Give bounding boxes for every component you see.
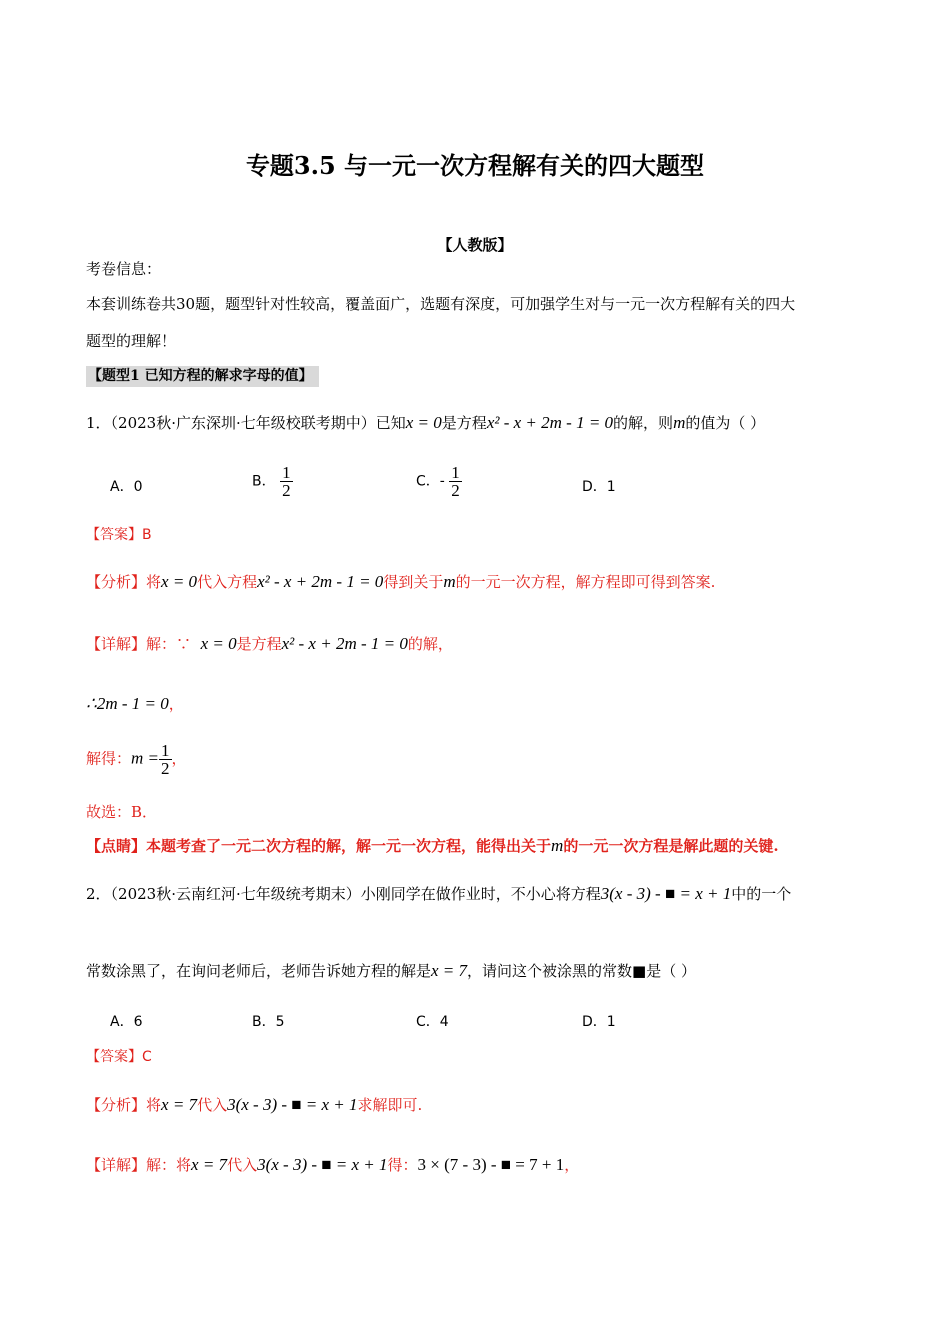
variable-math: m [673,413,686,432]
detail-punct: ， [564,1156,580,1174]
detail-text: 是方程 [236,635,282,653]
question-2-line-2 [86,960,696,981]
analysis-2 [86,1094,422,1115]
solution-math: x = 7 [191,1155,228,1174]
detail-1 [86,633,453,654]
analysis-text: 求解即可. [357,1096,423,1114]
choice-1: 故选：B． [86,803,158,821]
step-math: ∴2m - 1 = 0 [86,694,169,713]
step-punct: ， [168,695,184,713]
question-stem-4: ，请问这个被涂黑的常数■是（ ） [467,962,696,980]
answer-2: 【答案】C [86,1049,152,1065]
analysis-label: 【分析】 [86,573,147,591]
option-d: D．1 [582,479,616,495]
option-a: A．6 [110,1014,143,1030]
analysis-text: 代入 [197,1096,228,1114]
condition-math: x = 0 [405,413,442,432]
fraction-denominator: 2 [282,481,291,500]
fraction [449,464,462,499]
step-2 [86,742,187,777]
detail-label: 【详解】 [86,635,147,653]
question-stem-2: 是方程 [441,414,487,432]
info-label: 考卷信息： [86,260,162,278]
solution-math: x = 7 [431,961,468,980]
step-punct: ， [171,749,187,768]
fraction [280,464,293,499]
intro-line-1: 本套训练卷共30题，题型针对性较高，覆盖面广，选题有深度，可加强学生对与一元一次方程解有关的四大 [86,295,796,313]
step-math: m = [131,748,160,768]
question-number: 1． [86,414,111,432]
comment-1 [86,835,779,856]
equation-math: 3(x - 3) - ■ = x + 1 [227,1095,358,1114]
detail-text: 代入 [227,1156,258,1174]
question-stem-3: 常数涂黑了，在询问老师后，老师告诉她方程的解是 [86,962,432,980]
question-2 [86,883,791,904]
option-d: D．1 [582,1014,616,1030]
variable-math: m [443,572,456,591]
analysis-text: 代入方程 [197,573,258,591]
question-number: 2． [86,885,111,903]
question-stem-3: 的解，则 [613,414,674,432]
equation-math: x² - x + 2m - 1 = 0 [486,413,614,432]
intro-line-2: 题型的理解！ [86,332,177,350]
fraction-numerator: 1 [282,463,291,482]
question-stem-4: 的值为（ ） [685,414,766,432]
section-heading-1: 【题型1 已知方程的解求字母的值】 [86,366,319,387]
comment-label: 【点睛】 [86,837,147,855]
fraction-denominator: 2 [451,481,460,500]
result-math: 3 × (7 - 3) - ■ = 7 + 1 [417,1155,565,1174]
question-stem: （2023秋·云南红河·七年级统考期末）小刚同学在做作业时，不小心将方程 [110,885,601,903]
equation-math: x² - x + 2m - 1 = 0 [281,634,408,653]
variable-math: m [551,836,564,855]
page-title: 专题3.5 与一元一次方程解有关的四大题型 [245,151,705,180]
fraction-denominator: 2 [161,759,170,778]
analysis-text: 将 [146,1096,162,1114]
detail-text: 的解， [407,635,453,653]
condition-math: x = 0 [200,634,237,653]
option-b: B．5 [252,1014,285,1030]
edition-label: 【人教版】 [437,236,513,254]
option-c [416,464,462,499]
option-b-label: B． [252,473,276,490]
analysis-label: 【分析】 [86,1096,147,1114]
equation-math: x² - x + 2m - 1 = 0 [257,572,384,591]
equation-math: 3(x - 3) - ■ = x + 1 [257,1155,388,1174]
comment-text: 的一元一次方程是解此题的关键. [563,837,779,855]
analysis-1 [86,571,715,592]
fraction-numerator: 1 [451,463,460,482]
option-c-label: C．- [416,473,445,490]
detail-text: 解：将 [146,1156,192,1174]
solution-math: x = 7 [161,1095,198,1114]
analysis-text: 的一元一次方程，解方程即可得到答案. [455,573,716,591]
option-a: A．0 [110,479,143,495]
fraction [159,742,172,777]
question-stem: （2023秋·广东深圳·七年级校联考期中）已知 [110,414,406,432]
equation-math: 3(x - 3) - ■ = x + 1 [600,884,732,903]
detail-text: 得： [387,1156,418,1174]
comment-text: 本题考查了一元二次方程的解，解一元一次方程，能得出关于 [146,837,552,855]
question-stem-2: 中的一个 [731,885,792,903]
option-b [252,464,293,499]
step-label: 解得： [86,749,132,768]
analysis-text: 将 [146,573,162,591]
condition-math: x = 0 [161,572,198,591]
answer-1: 【答案】B [86,527,152,543]
step-1 [86,693,184,714]
question-1 [86,412,765,433]
fraction-numerator: 1 [161,741,170,760]
option-c: C．4 [416,1014,449,1030]
detail-2 [86,1154,579,1175]
detail-label: 【详解】 [86,1156,147,1174]
analysis-text: 得到关于 [383,573,444,591]
detail-text: 解：∵ [146,635,192,653]
